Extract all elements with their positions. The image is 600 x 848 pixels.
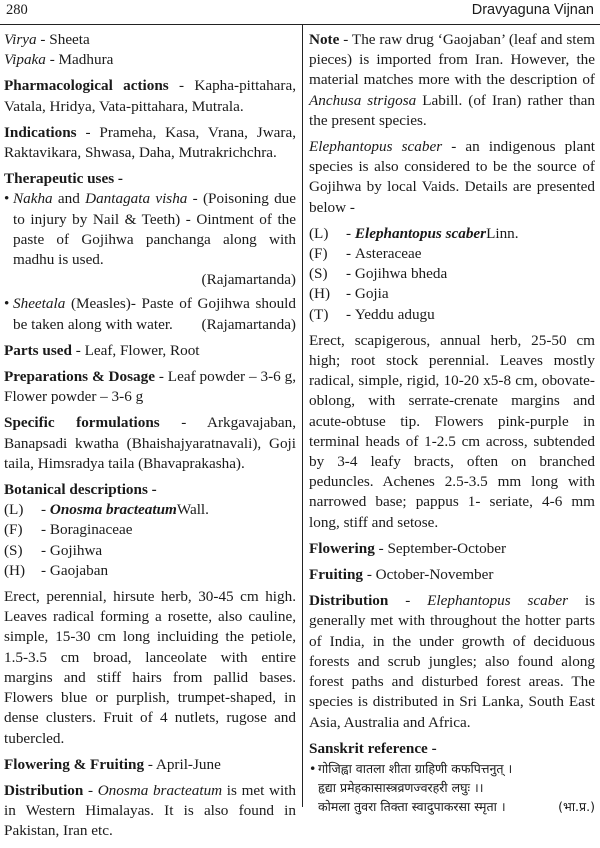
list-item: (S) - Gojihwa bheda xyxy=(309,265,448,283)
list-item: (S) - Gojihwa xyxy=(4,541,103,559)
list-item: (F) - Boraginaceae xyxy=(4,521,133,539)
elephantopus-description: Erect, scapigerous, annual herb, 25-50 cm high; root stock perennial. Leaves mostly radical, simple, rigid, 10-20 x5-8 cm, obovate-oblong, with serrate-crenate margins and acute-obtuse tip. Flowers pink-purple in terminal heads of 1-2.5 cm across, subtended by 3-4 leafy bracts, often on branched peduncles. Achenes 2.5-3.5 mm long with narrowed base; pappus 1- seriate, 4-6 mm long, stiff and setose. xyxy=(309,331,595,531)
page-number: 280 xyxy=(6,2,28,18)
flowering-fruiting: Flowering & Fruiting - April-June xyxy=(4,755,221,773)
vipaka-value: - Madhura xyxy=(45,51,114,69)
verse-line: कोमला तुवरा तिक्ता स्वादुपाकरसा स्मृता । (भा.प्र.) xyxy=(318,798,595,814)
botanical-heading: Botanical descriptions - xyxy=(4,481,157,499)
verse-line: हृद्या प्रमेहकासास्त्रव्रणज्वरहरी लघुः ।। xyxy=(318,779,484,795)
vipaka-label: Vipaka xyxy=(4,51,46,69)
list-item: (H) - Gojia xyxy=(309,285,389,303)
distribution: Distribution - Onosma bracteatum is met with in Western Himalayas. It is also found in Pakistan, Iran etc. xyxy=(4,781,296,840)
source-citation: (Rajamartanda) xyxy=(201,315,296,333)
sanskrit-verse xyxy=(309,759,595,816)
pharm-text: - Kapha-pittahara, Vatala, Hridya, Vata-pittahara, Mutrala. xyxy=(4,77,296,115)
vipaka-line xyxy=(4,50,296,70)
page-header xyxy=(0,0,600,27)
ind-text: - Prameha, Kasa, Vrana, Jwara, Raktavikara, Shwasa, Daha, Mutrakrichchra. xyxy=(4,123,296,162)
fruiting: Fruiting - October-November xyxy=(309,566,494,584)
parts-used: Parts used - Leaf, Flower, Root xyxy=(4,341,200,359)
pharmacological-actions xyxy=(4,76,296,116)
list-item: (F) - Asteraceae xyxy=(309,245,422,263)
bullet-icon: • xyxy=(4,190,10,208)
list-item: • Nakha and Dantagata visha - (Poisoning due to injury by Nail & Teeth) - Ointment of the paste of Gojihwa panchanga along with madhu is used. (Rajamartanda) xyxy=(4,189,296,290)
note: Note - The raw drug ‘Gaojaban’ (leaf and stem pieces) is imported from Iran. However, the material matches more with the description of Anchusa strigosa Labill. (of Iran) rather than the present species. xyxy=(309,31,596,129)
therapeutic-uses-heading: Therapeutic uses - xyxy=(4,170,123,188)
sanskrit-heading: Sanskrit reference - xyxy=(309,739,437,757)
virya-label: Virya xyxy=(4,31,37,48)
virya-value: - Sheeta xyxy=(36,31,90,48)
list-item: (L) - Elephantopus scaber Linn. xyxy=(309,224,519,242)
indications xyxy=(4,123,296,163)
list-item: (H) - Gaojaban xyxy=(4,561,109,579)
verse-source: (भा.प्र.) xyxy=(558,798,595,814)
botanical-description: Erect, perennial, hirsute herb, 30-45 cm high. Leaves radical forming a rosette, also cauline, simple, 15-30 cm long incluiding the petiole, 1.5-3.5 cm broad, lanceolate with entire margins and stiff hairs from pallid bases. Flowers blue or purplish, trumpet-shaped, in dense clusters. Fruit of 4 nutlets, rugose and tubercled. xyxy=(4,588,296,747)
left-column xyxy=(4,30,296,848)
list-item: • Sheetala (Measles)- Paste of Gojihwa should be taken along with water. (Rajamartanda) xyxy=(4,294,296,334)
botanical-synonyms xyxy=(4,500,296,581)
verse-line: • गोजिह्वा वातला शीता ग्राहिणी कफपित्तनुत् । xyxy=(309,760,513,776)
bullet-icon: • xyxy=(4,295,10,313)
preparations-dosage: Preparations & Dosage - Leaf powder – 3-6 g, Flower powder – 3-6 g xyxy=(4,368,297,406)
source-citation: (Rajamartanda) xyxy=(201,271,296,289)
specific-formulations: Specific formulations - Arkgavajaban, Banapsadi kwatha (Bhaishajyaratnavali), Goji taila, Himsradya taila (Bhavaprakasha). xyxy=(4,414,296,472)
list-item: (L) - Onosma bracteatum Wall. xyxy=(4,501,209,519)
ind-label: Indications xyxy=(4,123,77,141)
right-column xyxy=(309,30,595,816)
header-rule xyxy=(0,24,600,25)
therapeutic-uses-list xyxy=(4,189,296,334)
virya-line xyxy=(4,30,296,50)
bullet-icon: • xyxy=(309,760,317,776)
list-item: (T) - Yeddu adugu xyxy=(309,305,435,323)
elephantopus-synonyms xyxy=(309,224,595,325)
distribution: Distribution - Elephantopus scaber is generally met with throughout the hotter parts of India, in the under growth of deciduous forests and scrub jungles; also found along forest paths and disturbed forest areas. The species is distributed in Sri Lanka, South East Asia, Australia and Africa. xyxy=(309,592,596,731)
running-title: Dravyaguna Vijnan xyxy=(471,2,594,18)
pharm-label: Pharmacological actions xyxy=(4,77,169,95)
flowering: Flowering - September-October xyxy=(309,539,507,557)
elephantopus-intro: Elephantopus scaber - an indigenous plant species is also considered to be the source of Gojihwa by local Vaids. Details are presented below - xyxy=(309,138,596,216)
column-divider xyxy=(302,25,303,807)
